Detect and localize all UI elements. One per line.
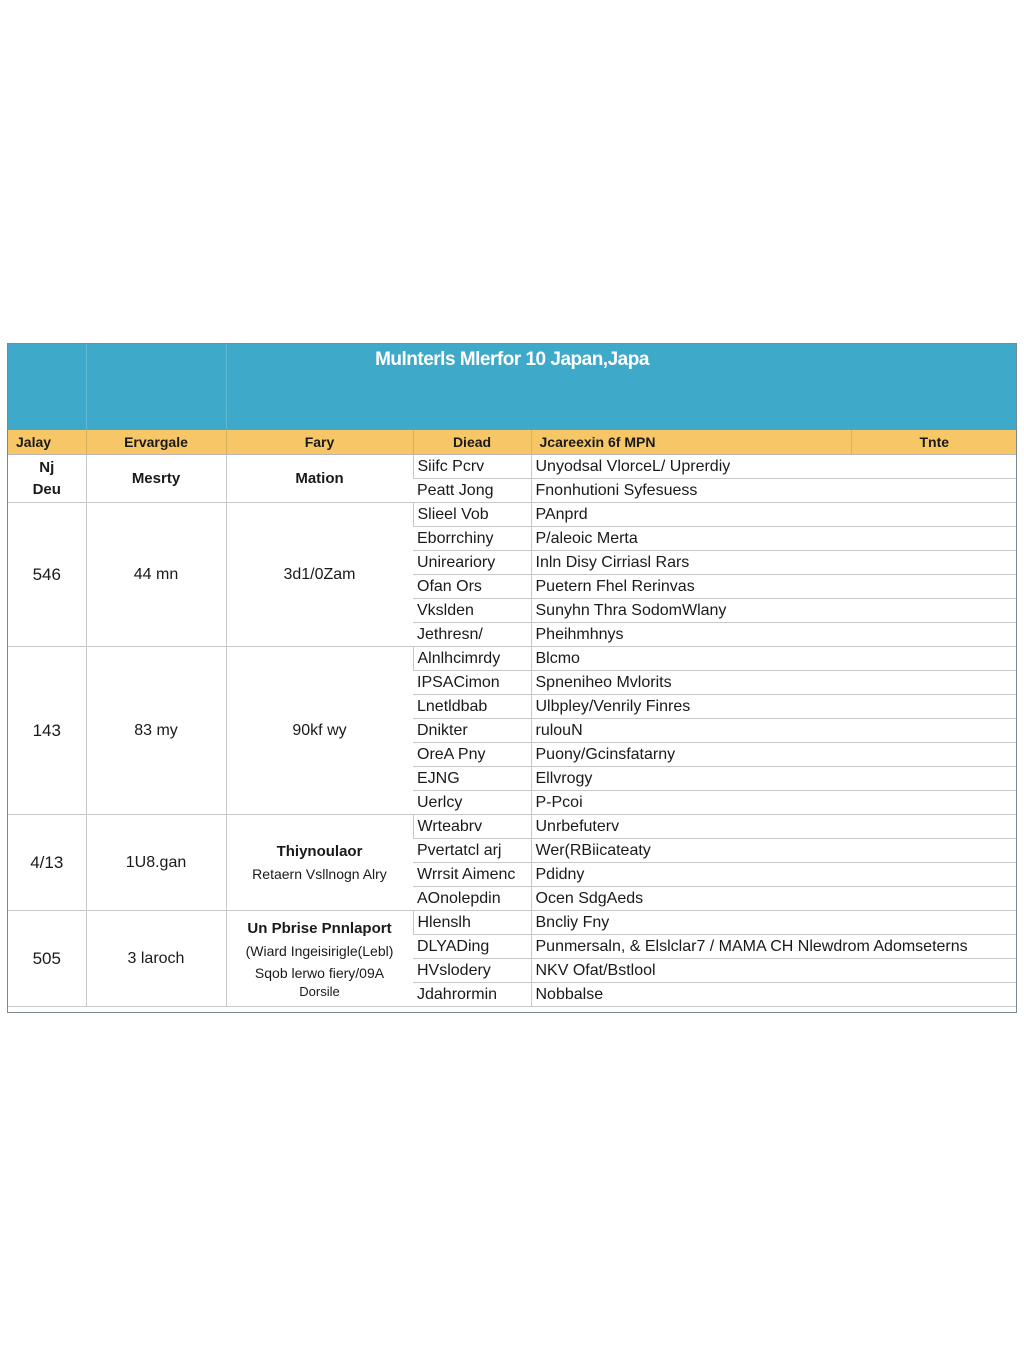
group-cell	[226, 647, 413, 815]
cell-description: rulouN	[531, 719, 1017, 743]
table-row	[8, 911, 1017, 935]
cell-description: Ellvrogy	[531, 767, 1017, 791]
group-line: Mesrty	[131, 469, 181, 487]
group-line: 90kf wy	[292, 721, 347, 739]
header-cell: Jcareexin 6f MPN	[531, 430, 851, 455]
table-title-band	[8, 344, 1016, 430]
schedule-table	[7, 343, 1017, 1013]
group-line: Mation	[295, 469, 344, 487]
cell-description: Wer(RBiicateaty	[531, 839, 1017, 863]
cell-detail: HVslodery	[413, 959, 531, 983]
cell-description: Pdidny	[531, 863, 1017, 887]
data-grid	[8, 430, 1017, 1007]
cell-detail: DLYADing	[413, 935, 531, 959]
cell-description: Sunyhn Thra SodomWlany	[531, 599, 1017, 623]
cell-detail: Uerlcy	[413, 791, 531, 815]
cell-detail: Ofan Ors	[413, 575, 531, 599]
group-line: Nj	[39, 458, 55, 476]
cell-detail: Dnikter	[413, 719, 531, 743]
cell-detail: Siifc Pcrv	[413, 455, 531, 479]
cell-detail: Wrrsit Aimenc	[413, 863, 531, 887]
cell-description: Unyodsal VlorceL/ Uprerdiy	[531, 455, 1017, 479]
cell-description: Ocen SdgAeds	[531, 887, 1017, 911]
group-cell	[226, 815, 413, 911]
cell-description: Nobbalse	[531, 983, 1017, 1007]
group-line: 143	[32, 720, 61, 740]
cell-description: Puony/Gcinsfatarny	[531, 743, 1017, 767]
group-cell	[86, 911, 226, 1007]
group-line: Thiynoulaor	[276, 842, 363, 860]
table-row	[8, 647, 1017, 671]
group-line: 3d1/0Zam	[283, 565, 356, 583]
cell-description: Inln Disy Cirriasl Rars	[531, 551, 1017, 575]
group-line: 44 mn	[133, 565, 179, 583]
cell-detail: Lnetldbab	[413, 695, 531, 719]
cell-description: PAnprd	[531, 503, 1017, 527]
group-line: Un Pbrise Pnnlaport	[247, 919, 392, 937]
group-cell	[8, 911, 86, 1007]
cell-detail: Slieel Vob	[413, 503, 531, 527]
group-cell	[8, 455, 86, 503]
group-cell	[86, 455, 226, 503]
header-cell: Jalay	[8, 430, 86, 455]
header-cell: Ervargale	[86, 430, 226, 455]
cell-detail: Peatt Jong	[413, 479, 531, 503]
table-title: Mulnterls Mlerfor 10 Japan,Japa	[375, 349, 649, 370]
cell-description: Pheihmhnys	[531, 623, 1017, 647]
group-line: Retaern Vsllnogn Alry	[252, 865, 387, 882]
cell-description: P-Pcoi	[531, 791, 1017, 815]
group-cell	[86, 503, 226, 647]
cell-description: Ulbpley/Venrily Finres	[531, 695, 1017, 719]
cell-detail: Alnlhcimrdy	[413, 647, 531, 671]
cell-detail: IPSACimon	[413, 671, 531, 695]
cell-detail: Jdahrormin	[413, 983, 531, 1007]
group-cell	[86, 647, 226, 815]
cell-description: P/aleoic Merta	[531, 527, 1017, 551]
group-line: Sqob lerwo fiery/09A	[254, 964, 385, 981]
cell-detail: Hlenslh	[413, 911, 531, 935]
cell-detail: Jethresn/	[413, 623, 531, 647]
header-row	[8, 430, 1017, 455]
group-line: Deu	[32, 480, 61, 498]
cell-description: Spneniheo Mvlorits	[531, 671, 1017, 695]
header-cell: Tnte	[851, 430, 1017, 455]
group-line: 4/13	[30, 852, 64, 872]
group-cell	[226, 911, 413, 1007]
group-line: (Wiard Ingeisirigle(Lebl)	[245, 942, 394, 959]
cell-description: Punmersaln, & Elslclar7 / MAMA CH Nlewdrom Adomseterns	[531, 935, 1017, 959]
group-line: 83 my	[134, 721, 178, 739]
table-row	[8, 503, 1017, 527]
group-cell	[226, 455, 413, 503]
cell-description: Bncliy Fny	[531, 911, 1017, 935]
group-cell	[8, 647, 86, 815]
group-cell	[8, 815, 86, 911]
cell-description: NKV Ofat/Bstlool	[531, 959, 1017, 983]
cell-detail: Unireariory	[413, 551, 531, 575]
group-line: 3 laroch	[127, 949, 185, 967]
group-line: 546	[32, 564, 61, 584]
cell-description: Blcmo	[531, 647, 1017, 671]
cell-detail: AOnolepdin	[413, 887, 531, 911]
group-line: 1U8.gan	[125, 853, 187, 871]
group-line: Dorsile	[299, 983, 340, 999]
cell-detail: Eborrchiny	[413, 527, 531, 551]
table-row	[8, 455, 1017, 479]
group-cell	[226, 503, 413, 647]
header-cell: Fary	[226, 430, 413, 455]
table-row	[8, 815, 1017, 839]
cell-detail: EJNG	[413, 767, 531, 791]
cell-description: Fnonhutioni Syfesuess	[531, 479, 1017, 503]
cell-description: Unrbefuterv	[531, 815, 1017, 839]
cell-detail: OreA Pny	[413, 743, 531, 767]
header-cell: Diead	[413, 430, 531, 455]
group-line: 505	[32, 948, 61, 968]
group-cell	[8, 503, 86, 647]
cell-description: Puetern Fhel Rerinvas	[531, 575, 1017, 599]
cell-detail: Wrteabrv	[413, 815, 531, 839]
group-cell	[86, 815, 226, 911]
cell-detail: Vkslden	[413, 599, 531, 623]
cell-detail: Pvertatcl arj	[413, 839, 531, 863]
